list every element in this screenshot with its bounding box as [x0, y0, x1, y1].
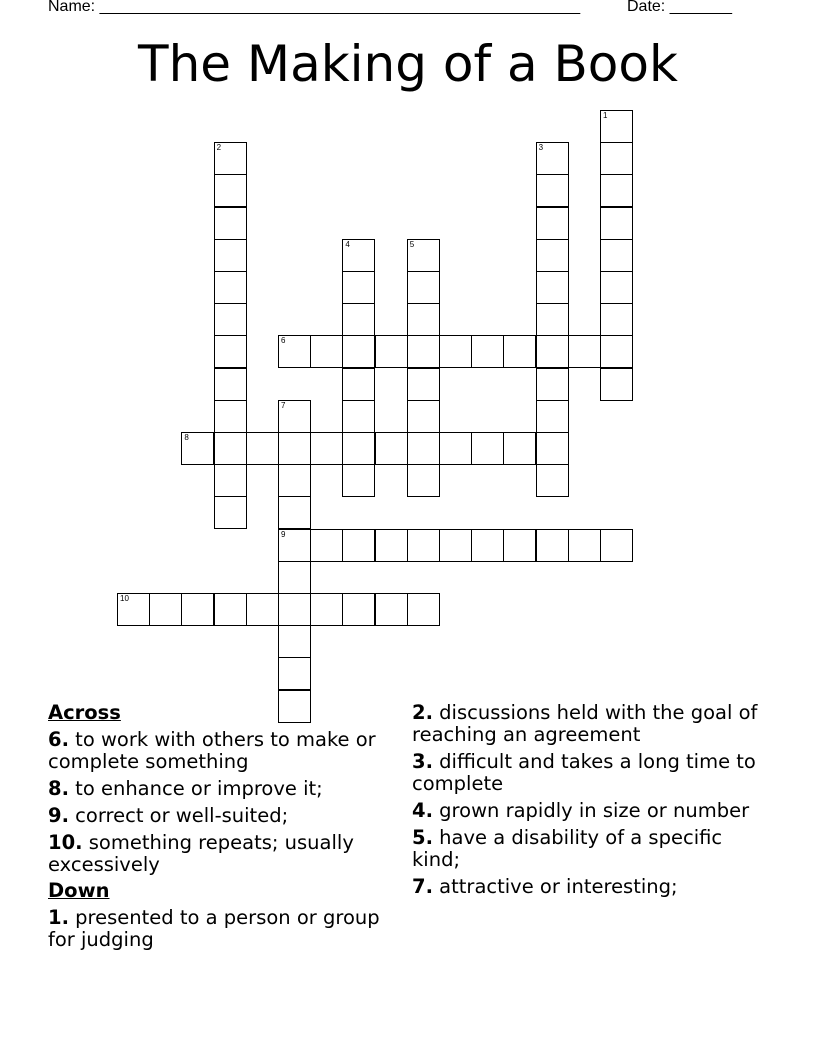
grid-cell[interactable]	[342, 400, 375, 433]
grid-cell[interactable]	[214, 432, 247, 465]
grid-cell[interactable]	[278, 529, 311, 562]
grid-cell[interactable]	[407, 464, 440, 497]
clue-text: presented to a person or group for judging	[48, 906, 380, 951]
clue-number: 10.	[48, 831, 83, 854]
grid-cell[interactable]	[536, 432, 569, 465]
grid-cell[interactable]	[407, 529, 440, 562]
grid-cell[interactable]	[214, 271, 247, 304]
clue-text: to enhance or improve it;	[68, 777, 323, 800]
grid-cell[interactable]	[600, 335, 633, 368]
down-heading: Down	[48, 879, 110, 902]
clue-text: something repeats; usually excessively	[48, 831, 354, 876]
grid-cell[interactable]	[342, 239, 375, 272]
clue-number: 8.	[48, 777, 69, 800]
grid-cell[interactable]	[278, 432, 311, 465]
clue-down-5	[412, 827, 762, 871]
page-title: The Making of a Book	[138, 35, 678, 93]
grid-cell[interactable]	[214, 496, 247, 529]
clue-number-label: 5	[409, 239, 415, 249]
grid-cell[interactable]	[278, 561, 311, 594]
grid-cell[interactable]	[278, 625, 311, 658]
clue-text: attractive or interesting;	[432, 875, 678, 898]
clue-number: 2.	[412, 701, 433, 724]
grid-cell[interactable]	[407, 271, 440, 304]
grid-cell[interactable]	[536, 464, 569, 497]
grid-cell[interactable]	[375, 335, 408, 368]
grid-cell[interactable]	[503, 335, 536, 368]
clue-number: 7.	[412, 875, 433, 898]
clue-down-2	[412, 702, 762, 746]
grid-cell[interactable]	[310, 335, 343, 368]
grid-cell[interactable]	[568, 529, 601, 562]
grid-cell[interactable]	[214, 368, 247, 401]
grid-cell[interactable]	[310, 529, 343, 562]
grid-cell[interactable]	[600, 529, 633, 562]
clue-number-label: 3	[538, 143, 544, 153]
grid-cell[interactable]	[536, 239, 569, 272]
clue-number-label: 2	[216, 143, 222, 153]
grid-cell[interactable]	[407, 303, 440, 336]
grid-cell[interactable]	[471, 335, 504, 368]
grid-cell[interactable]	[375, 593, 408, 626]
grid-cell[interactable]	[214, 239, 247, 272]
clue-text: to work with others to make or complete something	[48, 728, 376, 773]
grid-cell[interactable]	[600, 368, 633, 401]
clue-text: grown rapidly in size or number	[432, 799, 750, 822]
grid-cell[interactable]	[214, 142, 247, 175]
grid-cell[interactable]	[407, 368, 440, 401]
grid-cell[interactable]	[471, 529, 504, 562]
clue-number: 5.	[412, 826, 433, 849]
grid-cell[interactable]	[342, 335, 375, 368]
grid-cell[interactable]	[214, 303, 247, 336]
clue-across-10	[48, 832, 388, 876]
name-field[interactable]: Name: ______________________________________________________	[48, 0, 581, 15]
clue-number: 9.	[48, 804, 69, 827]
grid-cell[interactable]	[407, 335, 440, 368]
grid-cell[interactable]	[278, 657, 311, 690]
grid-cell[interactable]	[503, 432, 536, 465]
clue-text: have a disability of a specific kind;	[412, 826, 723, 871]
grid-cell[interactable]	[310, 432, 343, 465]
grid-cell[interactable]	[536, 142, 569, 175]
grid-cell[interactable]	[278, 335, 311, 368]
grid-cell[interactable]	[439, 335, 472, 368]
grid-cell[interactable]	[600, 207, 633, 240]
grid-cell[interactable]	[342, 368, 375, 401]
clue-number-label: 6	[281, 336, 286, 346]
grid-cell[interactable]	[536, 529, 569, 562]
clue-down-4	[412, 800, 762, 822]
grid-cell[interactable]	[214, 593, 247, 626]
grid-cell[interactable]	[342, 432, 375, 465]
grid-cell[interactable]	[117, 593, 150, 626]
clues-column-right	[412, 702, 762, 898]
grid-cell[interactable]	[181, 432, 214, 465]
grid-cell[interactable]	[310, 593, 343, 626]
grid-cell[interactable]	[439, 432, 472, 465]
clue-number-label: 7	[281, 400, 286, 410]
grid-cell[interactable]	[181, 593, 214, 626]
grid-cell[interactable]	[536, 174, 569, 207]
across-heading: Across	[48, 701, 121, 724]
grid-cell[interactable]	[600, 239, 633, 272]
clue-text: difficult and takes a long time to complete	[412, 750, 756, 795]
clue-number: 1.	[48, 906, 69, 929]
clue-across-9	[48, 805, 388, 827]
clue-down-3	[412, 751, 762, 795]
clue-text: discussions held with the goal of reaching an agreement	[412, 701, 758, 746]
grid-cell[interactable]	[278, 400, 311, 433]
grid-cell[interactable]	[375, 529, 408, 562]
grid-cell[interactable]	[407, 593, 440, 626]
grid-cell[interactable]	[536, 400, 569, 433]
grid-cell[interactable]	[149, 593, 182, 626]
grid-cell[interactable]	[600, 142, 633, 175]
clue-text: correct or well-suited;	[68, 804, 289, 827]
clue-number: 3.	[412, 750, 433, 773]
grid-cell[interactable]	[246, 432, 279, 465]
grid-cell[interactable]	[214, 174, 247, 207]
grid-cell[interactable]	[536, 207, 569, 240]
grid-cell[interactable]	[214, 207, 247, 240]
grid-cell[interactable]	[278, 464, 311, 497]
grid-cell[interactable]	[536, 271, 569, 304]
clue-number-label: 8	[184, 433, 189, 442]
grid-cell[interactable]	[439, 529, 472, 562]
grid-cell[interactable]	[407, 239, 440, 272]
grid-cell[interactable]	[407, 432, 440, 465]
clue-number-label: 9	[281, 529, 286, 539]
grid-cell[interactable]	[600, 110, 633, 143]
grid-cell[interactable]	[214, 400, 247, 433]
clues-column-left	[48, 702, 388, 951]
grid-cell[interactable]	[246, 593, 279, 626]
grid-cell[interactable]	[342, 529, 375, 562]
clue-across-8	[48, 778, 388, 800]
grid-cell[interactable]	[568, 335, 601, 368]
grid-cell[interactable]	[342, 303, 375, 336]
grid-cell[interactable]	[471, 432, 504, 465]
grid-cell[interactable]	[503, 529, 536, 562]
grid-cell[interactable]	[342, 464, 375, 497]
clue-number: 6.	[48, 728, 69, 751]
grid-cell[interactable]	[407, 400, 440, 433]
grid-cell[interactable]	[214, 335, 247, 368]
grid-cell[interactable]	[600, 271, 633, 304]
grid-cell[interactable]	[214, 464, 247, 497]
clue-number-label: 1	[603, 111, 608, 120]
grid-cell[interactable]	[536, 303, 569, 336]
grid-cell[interactable]	[536, 368, 569, 401]
grid-cell[interactable]	[375, 432, 408, 465]
grid-cell[interactable]	[278, 496, 311, 529]
clue-number: 4.	[412, 799, 433, 822]
clue-across-6	[48, 729, 388, 773]
clue-number-label: 4	[345, 239, 350, 249]
grid-cell[interactable]	[342, 271, 375, 304]
clue-down-7	[412, 876, 762, 898]
grid-cell[interactable]	[278, 593, 311, 626]
grid-cell[interactable]	[536, 335, 569, 368]
clue-number-label: 10	[120, 594, 129, 603]
grid-cell[interactable]	[600, 303, 633, 336]
grid-cell[interactable]	[600, 174, 633, 207]
clue-down-1	[48, 907, 388, 951]
date-field[interactable]: Date: _______	[627, 0, 732, 15]
grid-cell[interactable]	[342, 593, 375, 626]
